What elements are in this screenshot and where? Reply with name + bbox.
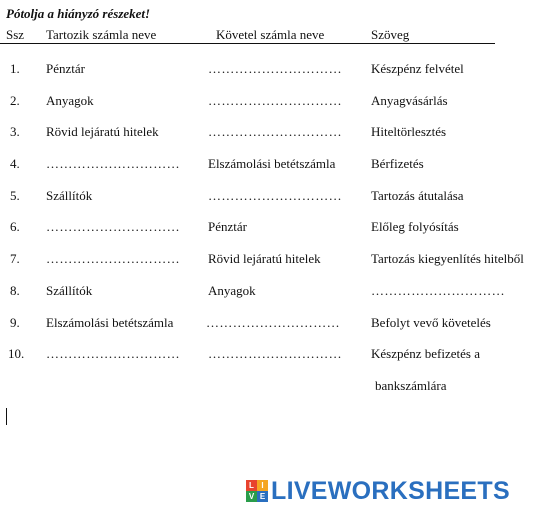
table-row (0, 150, 553, 182)
header-tartozik: Tartozik számla neve (46, 27, 157, 42)
credit-account-blank[interactable]: ………………………… (208, 187, 342, 203)
logo-letter: I (257, 480, 268, 491)
liveworksheets-logo (246, 478, 510, 504)
description: Tartozás átutalása (371, 187, 464, 203)
credit-account-blank[interactable]: ………………………… (208, 124, 342, 140)
description: Bérfizetés (371, 156, 424, 172)
credit-account: Pénztár (208, 219, 247, 235)
header-kovetel: Követel számla neve (216, 27, 325, 42)
row-number: 8. (10, 282, 20, 298)
description: Előleg folyósítás (371, 219, 459, 235)
debit-account: Elszámolási betétszámla (46, 314, 174, 330)
table-row (0, 87, 553, 119)
row-number: 7. (10, 251, 20, 267)
table-row (0, 245, 553, 277)
debit-account: Anyagok (46, 92, 94, 108)
credit-account-blank[interactable]: ………………………… (208, 92, 342, 108)
debit-account: Pénztár (46, 61, 85, 76)
description-blank[interactable]: ………………………… (371, 282, 505, 298)
header-ssz: Ssz (6, 27, 25, 42)
live-icon (246, 480, 268, 502)
row-number: 3. (10, 124, 20, 140)
credit-account-blank[interactable]: ………………………… (208, 346, 342, 362)
table-row (0, 213, 553, 245)
row-number: 5. (10, 187, 20, 203)
description: Befolyt vevő követelés (371, 314, 491, 330)
debit-account-blank[interactable]: ………………………… (46, 346, 180, 362)
header-underline (0, 43, 495, 44)
table-row (0, 309, 553, 341)
table-row (0, 182, 553, 214)
row-number: 10. (8, 346, 25, 362)
worksheet-title: Pótolja a hiányzó részeket! (6, 6, 151, 21)
row-number: 1. (10, 61, 20, 76)
debit-account-blank[interactable]: ………………………… (46, 251, 180, 267)
table-row (0, 340, 553, 372)
credit-account: Rövid lejáratú hitelek (208, 251, 321, 267)
table-row (0, 118, 553, 150)
row-number: 6. (10, 219, 20, 235)
text-cursor (6, 408, 7, 425)
entries-table (0, 55, 553, 372)
logo-letter: L (246, 480, 257, 491)
row-number: 9. (10, 314, 20, 330)
row-number: 4. (10, 156, 20, 172)
credit-account-blank[interactable]: ………………………… (208, 61, 342, 76)
table-row (0, 277, 553, 309)
debit-account-blank[interactable]: ………………………… (46, 156, 180, 172)
credit-account: Anyagok (208, 282, 256, 298)
description: Anyagvásárlás (371, 92, 448, 108)
logo-letter: E (257, 491, 268, 502)
credit-account-blank[interactable]: ………………………… (206, 314, 340, 330)
debit-account: Szállítók (46, 187, 93, 203)
row-number: 2. (10, 92, 20, 108)
debit-account: Rövid lejáratú hitelek (46, 124, 159, 140)
description: Készpénz felvétel (371, 61, 464, 76)
debit-account-blank[interactable]: ………………………… (46, 219, 180, 235)
logo-letter: V (246, 491, 257, 502)
description: Készpénz befizetés a (371, 346, 480, 362)
credit-account: Elszámolási betétszámla (208, 156, 336, 172)
logo-text: LIVEWORKSHEETS (271, 476, 510, 505)
description: Tartozás kiegyenlítés hitelből (371, 251, 524, 267)
header-szoveg: Szöveg (371, 27, 410, 42)
debit-account: Szállítók (46, 282, 93, 298)
table-row (0, 55, 553, 87)
description-continuation: bankszámlára (375, 378, 447, 393)
description: Hiteltörlesztés (371, 124, 447, 140)
